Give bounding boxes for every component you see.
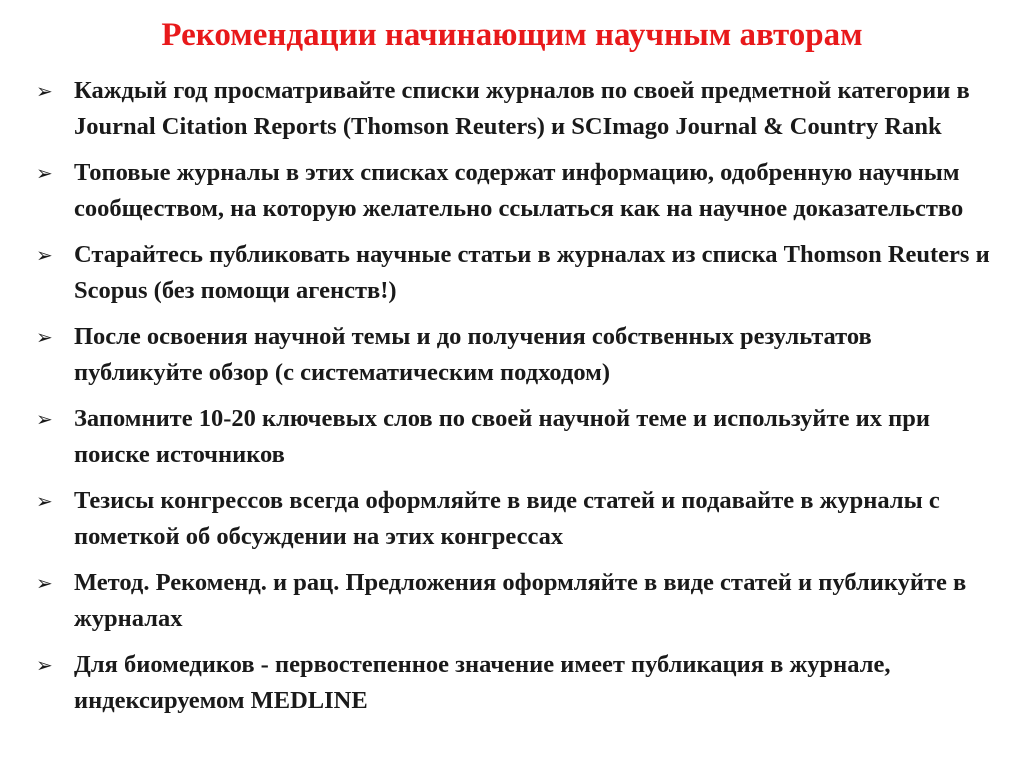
list-item-text: Запомните 10-20 ключевых слов по своей научной теме и используйте их при поиске источников [74, 405, 930, 468]
list-item [36, 73, 996, 145]
arrow-bullet-icon: ➢ [36, 161, 53, 185]
arrow-bullet-icon: ➢ [36, 243, 53, 267]
list-item-text: После освоения научной темы и до получения собственных результатов публикуйте обзор (с систематическим подходом) [74, 323, 872, 386]
arrow-bullet-icon: ➢ [36, 407, 53, 431]
list-item [36, 319, 996, 391]
list-item-text: Для биомедиков - первостепенное значение имеет публикация в журнале, индексируемом MEDLINE [74, 651, 891, 714]
list-item-text: Каждый год просматривайте списки журналов по своей предметной категории в Journal Citation Reports (Thomson Reuters) и SCImago Journal & Country Rank [74, 77, 970, 140]
slide-title: Рекомендации начинающим научным авторам [161, 17, 863, 53]
list-item [36, 483, 996, 555]
list-item [36, 401, 996, 473]
arrow-bullet-icon: ➢ [36, 79, 53, 103]
arrow-bullet-icon: ➢ [36, 325, 53, 349]
list-item-text: Старайтесь публиковать научные статьи в журналах из списка Thomson Reuters и Scopus (без помощи агенств!) [74, 241, 990, 304]
list-item [36, 565, 996, 637]
list-item-text: Метод. Рекоменд. и рац. Предложения оформляйте в виде статей и публикуйте в журналах [74, 569, 967, 632]
arrow-bullet-icon: ➢ [36, 653, 53, 677]
list-item-text: Топовые журналы в этих списках содержат информацию, одобренную научным сообществом, на которую желательно ссылаться как на научное доказательство [74, 159, 964, 222]
list-item-text: Тезисы конгрессов всегда оформляйте в виде статей и подавайте в журналы с пометкой об обсуждении на этих конгрессах [74, 487, 940, 550]
arrow-bullet-icon: ➢ [36, 571, 53, 595]
list-item [36, 155, 996, 227]
recommendations-list [36, 73, 996, 729]
list-item [36, 237, 996, 309]
arrow-bullet-icon: ➢ [36, 489, 53, 513]
list-item [36, 647, 996, 719]
